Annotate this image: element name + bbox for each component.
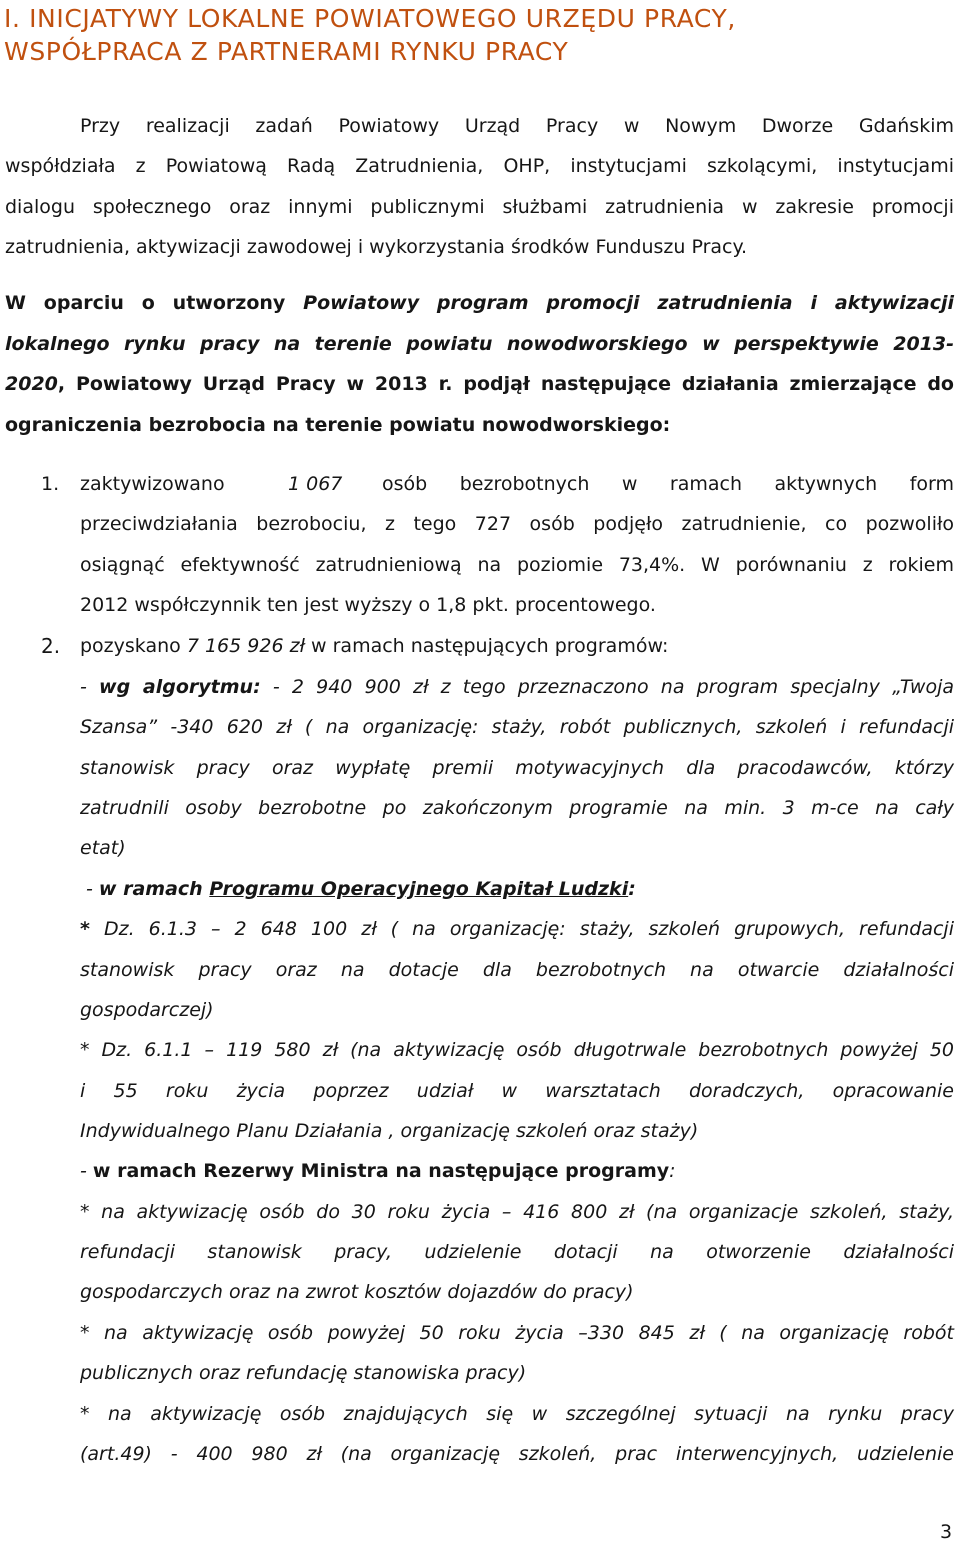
reserve-colon: :	[669, 1160, 676, 1182]
intro-line-1: Przy realizacji zadań Powiatowy Urząd Pracy w Nowym Dworze Gdańskim	[80, 115, 954, 137]
reserve-30-line-2: refundacji stanowisk pracy, udzielenie dotacji na otworzenie działalności	[80, 1241, 954, 1263]
dz-611-line-2: i 55 roku życia poprzez udział w warsztatach doradczych, opracowanie	[80, 1080, 954, 1102]
bold-para-line-3-b: , Powiatowy Urząd Pracy w 2013 r. podjął następujące działania zmierzające do	[57, 373, 954, 395]
reserve-50-line-1: * na aktywizację osób powyżej 50 roku życia –330 845 zł ( na organizację robót	[80, 1322, 954, 1344]
dz-613-line-2: stanowisk pracy oraz na dotacje dla bezrobotnych na otwarcie działalności	[80, 959, 954, 981]
program-title-part-2: lokalnego rynku pracy na terenie powiatu nowodworskiego w perspektywie 2013-	[5, 333, 954, 355]
dz-613-bullet: *	[80, 918, 90, 940]
item-1-line-4: 2012 współczynnik ten jest wyższy o 1,8 pkt. procentowego.	[80, 594, 656, 616]
reserve-50-line-2: publicznych oraz refundację stanowiska pracy)	[80, 1362, 527, 1384]
algorithm-line-2: Szansa” -340 620 zł ( na organizację: staży, robót publicznych, szkoleń i refundacji	[80, 716, 954, 738]
pokl-heading	[86, 877, 636, 901]
intro-line-4: zatrudnienia, aktywizacji zawodowej i wykorzystania środków Funduszu Pracy.	[5, 236, 748, 258]
program-title-part-3: 2020	[5, 373, 58, 395]
item-1-line-3: osiągnąć efektywność zatrudnieniową na poziomie 73,4%. W porównaniu z rokiem	[80, 554, 954, 576]
pokl-dash: -	[86, 878, 99, 900]
reserve-special-line-2: (art.49) - 400 980 zł (na organizację szkoleń, prac interwencyjnych, udzielenie	[80, 1443, 954, 1465]
bold-para-line-3	[5, 372, 954, 396]
algorithm-line-5: etat)	[80, 837, 126, 859]
item-2-number: 2.	[41, 634, 61, 658]
item-2-line-1-a: pozyskano	[80, 635, 187, 657]
reserve-label: w ramach Rezerwy Ministra na następujące programy	[92, 1160, 670, 1182]
section-heading	[4, 2, 736, 68]
item-2-total: 7 165 926 zł	[186, 635, 305, 657]
pokl-program-name: Programu Operacyjnego Kapitał Ludzki	[209, 878, 629, 900]
pokl-prefix: w ramach	[98, 878, 210, 900]
item-2-line-1-c: w ramach następujących programów:	[305, 635, 669, 657]
bold-para-line-4: ograniczenia bezrobocia na terenie powiatu nowodworskiego:	[5, 414, 671, 436]
page-number: 3	[940, 1521, 953, 1543]
item-2-line-1	[80, 634, 668, 658]
item-1-line-1-c: osób bezrobotnych w ramach aktywnych form	[382, 473, 954, 495]
reserve-heading	[80, 1159, 676, 1183]
bold-para-line-1	[5, 291, 954, 315]
algorithm-dash: -	[80, 676, 100, 698]
reserve-30-line-1: * na aktywizację osób do 30 roku życia – 416 800 zł (na organizacje szkoleń, staży,	[80, 1201, 954, 1223]
item-1-line-2: przeciwdziałania bezrobociu, z tego 727 osób podjęło zatrudnienie, co pozwoliło	[80, 513, 954, 535]
heading-line-1: I. INICJATYWY LOKALNE POWIATOWEGO URZĘDU PRACY,	[4, 4, 736, 33]
program-title-part-1: Powiatowy program promocji zatrudnienia i aktywizacji	[303, 292, 954, 314]
reserve-special-line-1: * na aktywizację osób znajdujących się w szczególnej sytuacji na rynku pracy	[80, 1403, 954, 1425]
item-1-line-1-a: zaktywizowano	[80, 473, 225, 495]
algorithm-label: wg algorytmu:	[99, 676, 261, 698]
algorithm-line-1-rest: - 2 940 900 zł z tego przeznaczono na program specjalny „Twoja	[260, 676, 954, 698]
algorithm-line-1	[80, 675, 954, 699]
reserve-dash: -	[80, 1160, 93, 1182]
dz-613-line-1	[80, 917, 954, 941]
intro-line-3: dialogu społecznego oraz innymi publicznymi służbami zatrudnienia w zakresie promocji	[5, 196, 954, 218]
item-1-number: 1.	[41, 473, 60, 495]
dz-611-line-3: Indywidualnego Planu Działania , organizację szkoleń oraz staży)	[80, 1120, 699, 1142]
algorithm-line-4: zatrudnili osoby bezrobotne po zakończonym programie na min. 3 m-ce na cały	[80, 797, 954, 819]
dz-611-line-1: * Dz. 6.1.1 – 119 580 zł (na aktywizację osób długotrwale bezrobotnych powyżej 50	[80, 1039, 954, 1061]
item-1-count: 1 067	[288, 473, 343, 495]
dz-613-line-1-text: Dz. 6.1.3 – 2 648 100 zł ( na organizację: staży, szkoleń grupowych, refundacji	[89, 918, 954, 940]
algorithm-line-3: stanowisk pracy oraz wypłatę premii motywacyjnych dla pracodawców, którzy	[80, 757, 954, 779]
dz-613-line-3: gospodarczej)	[80, 999, 214, 1021]
heading-line-2: WSPÓŁPRACA Z PARTNERAMI RYNKU PRACY	[4, 37, 569, 66]
bold-para-line-1-a: W oparciu o utworzony	[5, 292, 304, 314]
intro-line-2: współdziała z Powiatową Radą Zatrudnienia, OHP, instytucjami szkolącymi, instytucjami	[5, 155, 954, 177]
pokl-colon: :	[628, 878, 636, 900]
reserve-30-line-3: gospodarczych oraz na zwrot kosztów dojazdów do pracy)	[80, 1281, 634, 1303]
